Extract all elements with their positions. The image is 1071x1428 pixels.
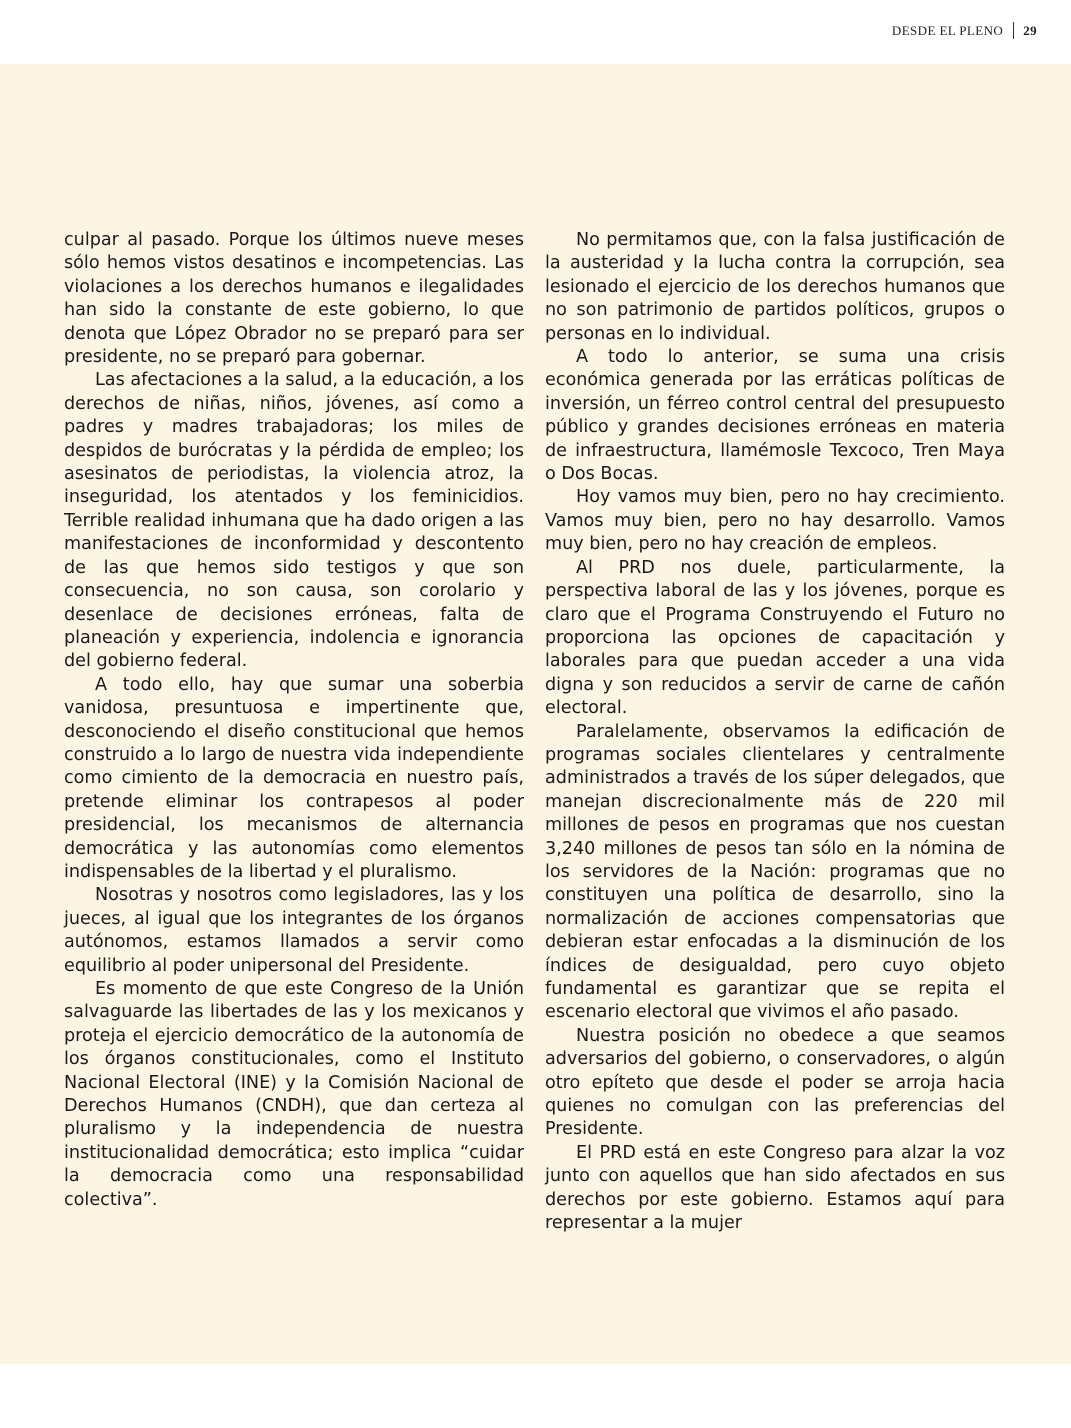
paragraph: Hoy vamos muy bien, pero no hay crecimiento. Vamos muy bien, pero no hay desarrollo. Vamos muy bien, pero no hay creación de empleos. — [545, 487, 1005, 555]
page-number: 29 — [1023, 22, 1037, 38]
paragraph: Es momento de que este Congreso de la Unión salvaguarde las libertades de las y los mexicanos y proteja el ejercicio democrático de la autonomía de los órganos constitucionales, como el Instituto Nacional Electoral (INE) y la Comisión Nacional de Derechos Humanos (CNDH), que dan certeza al pluralismo y la independencia de nuestra institucionalidad democrática; esto implica “cuidar la democracia como una responsabilidad colectiva”. — [64, 979, 524, 1210]
paragraph: El PRD está en este Congreso para alzar la voz junto con aquellos que han sido afectados en sus derechos por este gobierno. Estamos aquí para representar a la mujer — [545, 1142, 1005, 1234]
paragraph: Al PRD nos duele, particularmente, la perspectiva laboral de las y los jóvenes, porque es claro que el Programa Construyendo el Futuro no proporciona las opciones de capacitación y laborales para que puedan acceder a una vida digna y son reducidos a servir de carne de cañón electoral. — [545, 557, 1005, 719]
left-column — [64, 229, 524, 1212]
paragraph: Nuestra posición no obedece a que seamos adversarios del gobierno, o conservadores, o algún otro epíteto que desde el poder se arroja hacia quienes no comulgan con las preferencias del Presidente. — [545, 1025, 1005, 1140]
running-header — [892, 22, 1037, 39]
paragraph: A todo lo anterior, se suma una crisis económica generada por las erráticas políticas de inversión, un férreo control central del presupuesto público y grandes decisiones erróneas en materia de infraestructura, llamémosle Texcoco, Tren Maya o Dos Bocas. — [545, 347, 1005, 485]
section-title: DESDE EL PLENO — [891, 22, 1004, 38]
paragraph: Paralelamente, observamos la edificación de programas sociales clientelares y centralmente administrados a través de los súper delegados, que manejan discrecionalmente más de 220 mil millones de pesos en programas que nos cuestan 3,240 millones de pesos tan sólo en la nómina de los servidores de la Nación: programas que no constituyen una política de desarrollo, sino la normalización de acciones compensatorias que debieran estar enfocadas a la disminución de los índices de desigualdad, pero cuyo objeto fundamental es garantizar que se repita el escenario electoral que vivimos el año pasado. — [545, 721, 1005, 1023]
paragraph: Las afectaciones a la salud, a la educación, a los derechos de niñas, niños, jóvenes, así como a padres y madres trabajadoras; los miles de despidos de burócratas y la pérdida de empleo; los asesinatos de periodistas, la violencia atroz, la inseguridad, los atentados y los feminicidios. Terrible realidad inhumana que ha dado origen a las manifestaciones de inconformidad y descontento de las que hemos sido testigos y que son consecuencia, no son causa, son corolario y desenlace de decisiones erróneas, falta de planeación y experiencia, indolencia e ignorancia del gobierno federal. — [64, 370, 524, 672]
paragraph: A todo ello, hay que sumar una soberbia vanidosa, presuntuosa e impertinente que, desconociendo el diseño constitucional que hemos construido a lo largo de nuestra vida independiente como cimiento de la democracia en nuestro país, pretende eliminar los contrapesos al poder presidencial, los mecanismos de alternancia democrática y las autonomías como elementos indispensables de la libertad y el pluralismo. — [64, 674, 524, 882]
paragraph: Nosotras y nosotros como legisladores, las y los jueces, al igual que los integrantes de los órganos autónomos, estamos llamados a servir como equilibrio al poder unipersonal del Presidente. — [64, 885, 524, 976]
paragraph: No permitamos que, con la falsa justificación de la austeridad y la lucha contra la corrupción, sea lesionado el ejercicio de los derechos humanos que no son patrimonio de partidos políticos, grupos o personas en lo individual. — [545, 230, 1005, 344]
header-divider — [1013, 22, 1014, 39]
paragraph: culpar al pasado. Porque los últimos nueve meses sólo hemos vistos desatinos e incompetencias. Las violaciones a los derechos humanos e ilegalidades han sido la constante de este gobierno, lo que denota que López Obrador no se preparó para ser presidente, no se preparó para gobernar. — [64, 230, 524, 368]
right-column — [545, 229, 1005, 1235]
